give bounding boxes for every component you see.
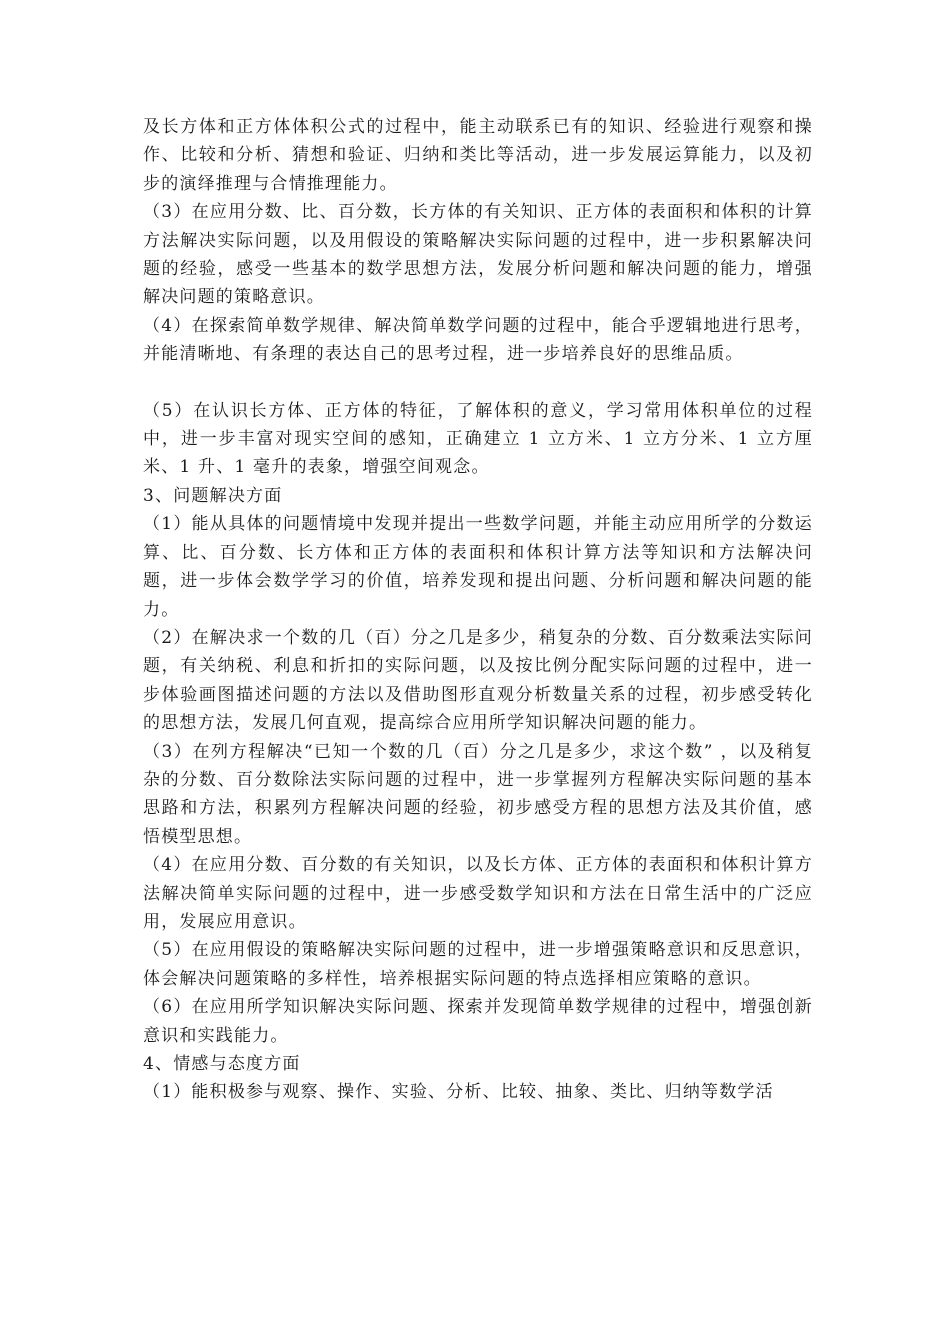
- paragraph-problem-solving-5: （5）在应用假设的策略解决实际问题的过程中，进一步增强策略意识和反思意识，体会解决问题策略的多样性，培养根据实际问题的特点选择相应策略的意识。: [143, 940, 813, 989]
- paragraph-continued-intro: 及长方体和正方体体积公式的过程中，能主动联系已有的知识、经验进行观察和操作、比较和分析、猜想和验证、归纳和类比等活动，进一步发展运算能力，以及初步的演绎推理与合情推理能力。: [143, 117, 813, 194]
- paragraph-problem-solving-1: （1）能从具体的问题情境中发现并提出一些数学问题，并能主动应用所学的分数运算、比、百分数、长方体和正方体的表面积和体积计算方法等知识和方法解决问题，进一步体会数学学习的价值，培养发现和提出问题、分析问题和解决问题的能力。: [143, 514, 813, 620]
- paragraph-item-4: （4）在探索简单数学规律、解决简单数学问题的过程中，能合乎逻辑地进行思考，并能清晰地、有条理的表达自己的思考过程，进一步培养良好的思维品质。: [143, 315, 813, 365]
- paragraph-problem-solving-3: （3）在列方程解决“已知一个数的几（百）分之几是多少，求这个数” ，以及稍复杂的分数、百分数除法实际问题的过程中，进一步掌握列方程解决实际问题的基本思路和方法，积累列方程解决问题的经验，初步感受方程的思想方法及其价值，感悟模型思想。: [143, 741, 813, 847]
- paragraph-item-5: （5）在认识长方体、正方体的特征，了解体积的意义，学习常用体积单位的过程中，进一步丰富对现实空间的感知，正确建立 1 立方米、1 立方分米、1 立方厘米、1 升、1 毫升的表象，增强空间观念。: [143, 400, 813, 478]
- blank-line: [143, 369, 813, 397]
- section-heading-problem-solving: 3、问题解决方面: [143, 485, 283, 506]
- paragraph-problem-solving-4: （4）在应用分数、百分数的有关知识，以及长方体、正方体的表面积和体积计算方法解决简单实际问题的过程中，进一步感受数学知识和方法在日常生活中的广泛应用，发展应用意识。: [143, 855, 813, 932]
- section-heading-emotion-attitude: 4、情感与态度方面: [143, 1054, 301, 1074]
- paragraph-problem-solving-2: （2）在解决求一个数的几（百）分之几是多少，稍复杂的分数、百分数乘法实际问题，有关纳税、利息和折扣的实际问题，以及按比例分配实际问题的过程中，进一步体验画图描述问题的方法以及借助图形直观分析数量关系的过程，初步感受转化的思想方法，发展几何直观，提高综合应用所学知识解决问题的能力。: [143, 627, 813, 734]
- paragraph-emotion-attitude-1: （1）能积极参与观察、操作、实验、分析、比较、抽象、类比、归纳等数学活: [143, 1082, 774, 1103]
- paragraph-item-3: （3）在应用分数、比、百分数，长方体的有关知识、正方体的表面积和体积的计算方法解决实际问题，以及用假设的策略解决实际问题的过程中，进一步积累解决问题的经验，感受一些基本的数学思想方法，发展分析问题和解决问题的能力，增强解决问题的策略意识。: [143, 202, 813, 308]
- paragraph-problem-solving-6: （6）在应用所学知识解决实际问题、探索并发现简单数学规律的过程中，增强创新意识和实践能力。: [143, 997, 813, 1046]
- document-page: [143, 113, 813, 1107]
